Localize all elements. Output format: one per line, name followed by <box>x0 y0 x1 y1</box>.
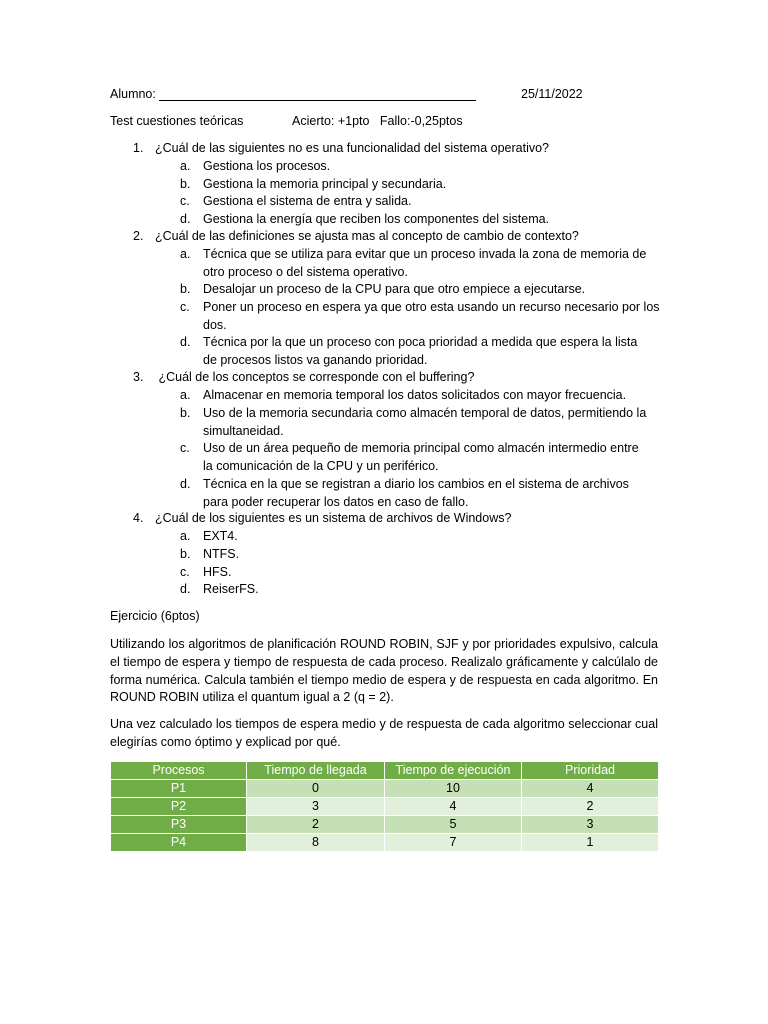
option-letter: b. <box>180 282 191 296</box>
exercise-title: Ejercicio (6ptos) <box>110 609 200 623</box>
priority: 3 <box>522 816 659 834</box>
arrival-time: 2 <box>247 816 385 834</box>
option-letter: a. <box>180 388 191 402</box>
q4-option-d <box>180 581 660 599</box>
q4-option-b <box>180 546 660 564</box>
q1-option-b <box>180 176 660 194</box>
question-number: 3. <box>133 370 144 384</box>
table-row <box>111 816 659 834</box>
option-text: Gestiona el sistema de entra y salida. <box>203 194 412 208</box>
burst-time: 10 <box>385 780 522 798</box>
burst-time: 4 <box>385 798 522 816</box>
option-text: Uso de un área pequeño de memoria principal como almacén intermedio entre la comunicación de la CPU y un periférico. <box>203 441 639 473</box>
option-text: Uso de la memoria secundaria como almacén temporal de datos, permitiendo la simultaneidad. <box>203 406 647 438</box>
test-title: Test cuestiones teóricas <box>110 114 244 128</box>
process-name: P3 <box>111 816 247 834</box>
q2-option-b <box>180 281 660 299</box>
option-letter: d. <box>180 212 191 226</box>
option-letter: c. <box>180 300 190 314</box>
student-name-line <box>159 100 476 101</box>
priority: 4 <box>522 780 659 798</box>
question-number: 1. <box>133 141 144 155</box>
option-letter: d. <box>180 335 191 349</box>
question-text: ¿Cuál de las definiciones se ajusta mas al concepto de cambio de contexto? <box>155 229 579 243</box>
process-name: P2 <box>111 798 247 816</box>
option-letter: d. <box>180 477 191 491</box>
option-letter: b. <box>180 547 191 561</box>
process-name: P1 <box>111 780 247 798</box>
option-text: EXT4. <box>203 529 238 543</box>
q1-option-a <box>180 158 660 176</box>
header-procesos: Procesos <box>111 762 247 780</box>
option-letter: a. <box>180 247 191 261</box>
option-text: Gestiona los procesos. <box>203 159 331 173</box>
priority: 1 <box>522 834 659 852</box>
option-text: Gestiona la memoria principal y secundaria. <box>203 177 447 191</box>
option-text: Gestiona la energía que reciben los componentes del sistema. <box>203 212 550 226</box>
q3-option-d <box>180 476 650 511</box>
header-tiempo-ejecucion: Tiempo de ejecución <box>385 762 522 780</box>
exam-date: 25/11/2022 <box>521 87 583 101</box>
process-table <box>110 761 659 852</box>
option-text: NTFS. <box>203 547 240 561</box>
question-number: 4. <box>133 511 144 525</box>
option-text: HFS. <box>203 565 232 579</box>
arrival-time: 8 <box>247 834 385 852</box>
option-letter: d. <box>180 582 191 596</box>
option-text: Técnica en la que se registran a diario los cambios en el sistema de archivos para poder recuperar los datos en caso de fallo. <box>203 477 629 509</box>
q1-option-c <box>180 193 660 211</box>
q2-option-c <box>180 299 660 334</box>
q2-option-a <box>180 246 650 281</box>
table-row <box>111 798 659 816</box>
q2-option-d <box>180 334 650 369</box>
exercise-instructions: Utilizando los algoritmos de planificación ROUND ROBIN, SJF y por prioridades expulsivo, calcula el tiempo de espera y tiempo de respuesta de cada proceso. Realizalo gráficamente y calcúlalo de forma numérica. Calcula también el tiempo medio de espera y de respuesta en cada algoritmo. En ROUND ROBIN utiliza el quantum igual a 2 (q = 2). <box>110 637 658 705</box>
header-prioridad: Prioridad <box>522 762 659 780</box>
option-letter: c. <box>180 441 190 455</box>
option-letter: b. <box>180 406 191 420</box>
q4-option-a <box>180 528 660 546</box>
table-row <box>111 780 659 798</box>
q3-option-b <box>180 405 660 440</box>
option-text: Técnica por la que un proceso con poca prioridad a medida que espera la lista de procesos listos va ganando prioridad. <box>203 335 638 367</box>
exercise-question: Una vez calculado los tiempos de espera medio y de respuesta de cada algoritmo seleccionar cual elegirías como óptimo y explicad por qué. <box>110 717 658 749</box>
option-letter: c. <box>180 194 190 208</box>
table-row <box>111 834 659 852</box>
question-text: ¿Cuál de los conceptos se corresponde con el buffering? <box>155 370 475 384</box>
option-letter: b. <box>180 177 191 191</box>
q1-option-d <box>180 211 660 229</box>
question-text: ¿Cuál de los siguientes es un sistema de archivos de Windows? <box>155 511 512 525</box>
q4-option-c <box>180 564 660 582</box>
student-label: Alumno: <box>110 87 156 101</box>
arrival-time: 0 <box>247 780 385 798</box>
option-letter: c. <box>180 565 190 579</box>
q3-option-a <box>180 387 660 405</box>
header-tiempo-llegada: Tiempo de llegada <box>247 762 385 780</box>
question-number: 2. <box>133 229 144 243</box>
q3-option-c <box>180 440 640 475</box>
priority: 2 <box>522 798 659 816</box>
option-text: Desalojar un proceso de la CPU para que otro empiece a ejecutarse. <box>203 282 586 296</box>
scoring-rules: Acierto: +1pto Fallo:-0,25ptos <box>292 114 463 128</box>
option-text: Almacenar en memoria temporal los datos solicitados con mayor frecuencia. <box>203 388 627 402</box>
option-text: ReiserFS. <box>203 582 259 596</box>
arrival-time: 3 <box>247 798 385 816</box>
question-text: ¿Cuál de las siguientes no es una funcionalidad del sistema operativo? <box>155 141 549 155</box>
table-header-row <box>111 762 659 780</box>
process-name: P4 <box>111 834 247 852</box>
option-letter: a. <box>180 159 191 173</box>
option-text: Técnica que se utiliza para evitar que un proceso invada la zona de memoria de otro proceso o del sistema operativo. <box>203 247 647 279</box>
option-letter: a. <box>180 529 191 543</box>
burst-time: 7 <box>385 834 522 852</box>
option-text: Poner un proceso en espera ya que otro esta usando un recurso necesario por los dos. <box>203 300 660 332</box>
burst-time: 5 <box>385 816 522 834</box>
